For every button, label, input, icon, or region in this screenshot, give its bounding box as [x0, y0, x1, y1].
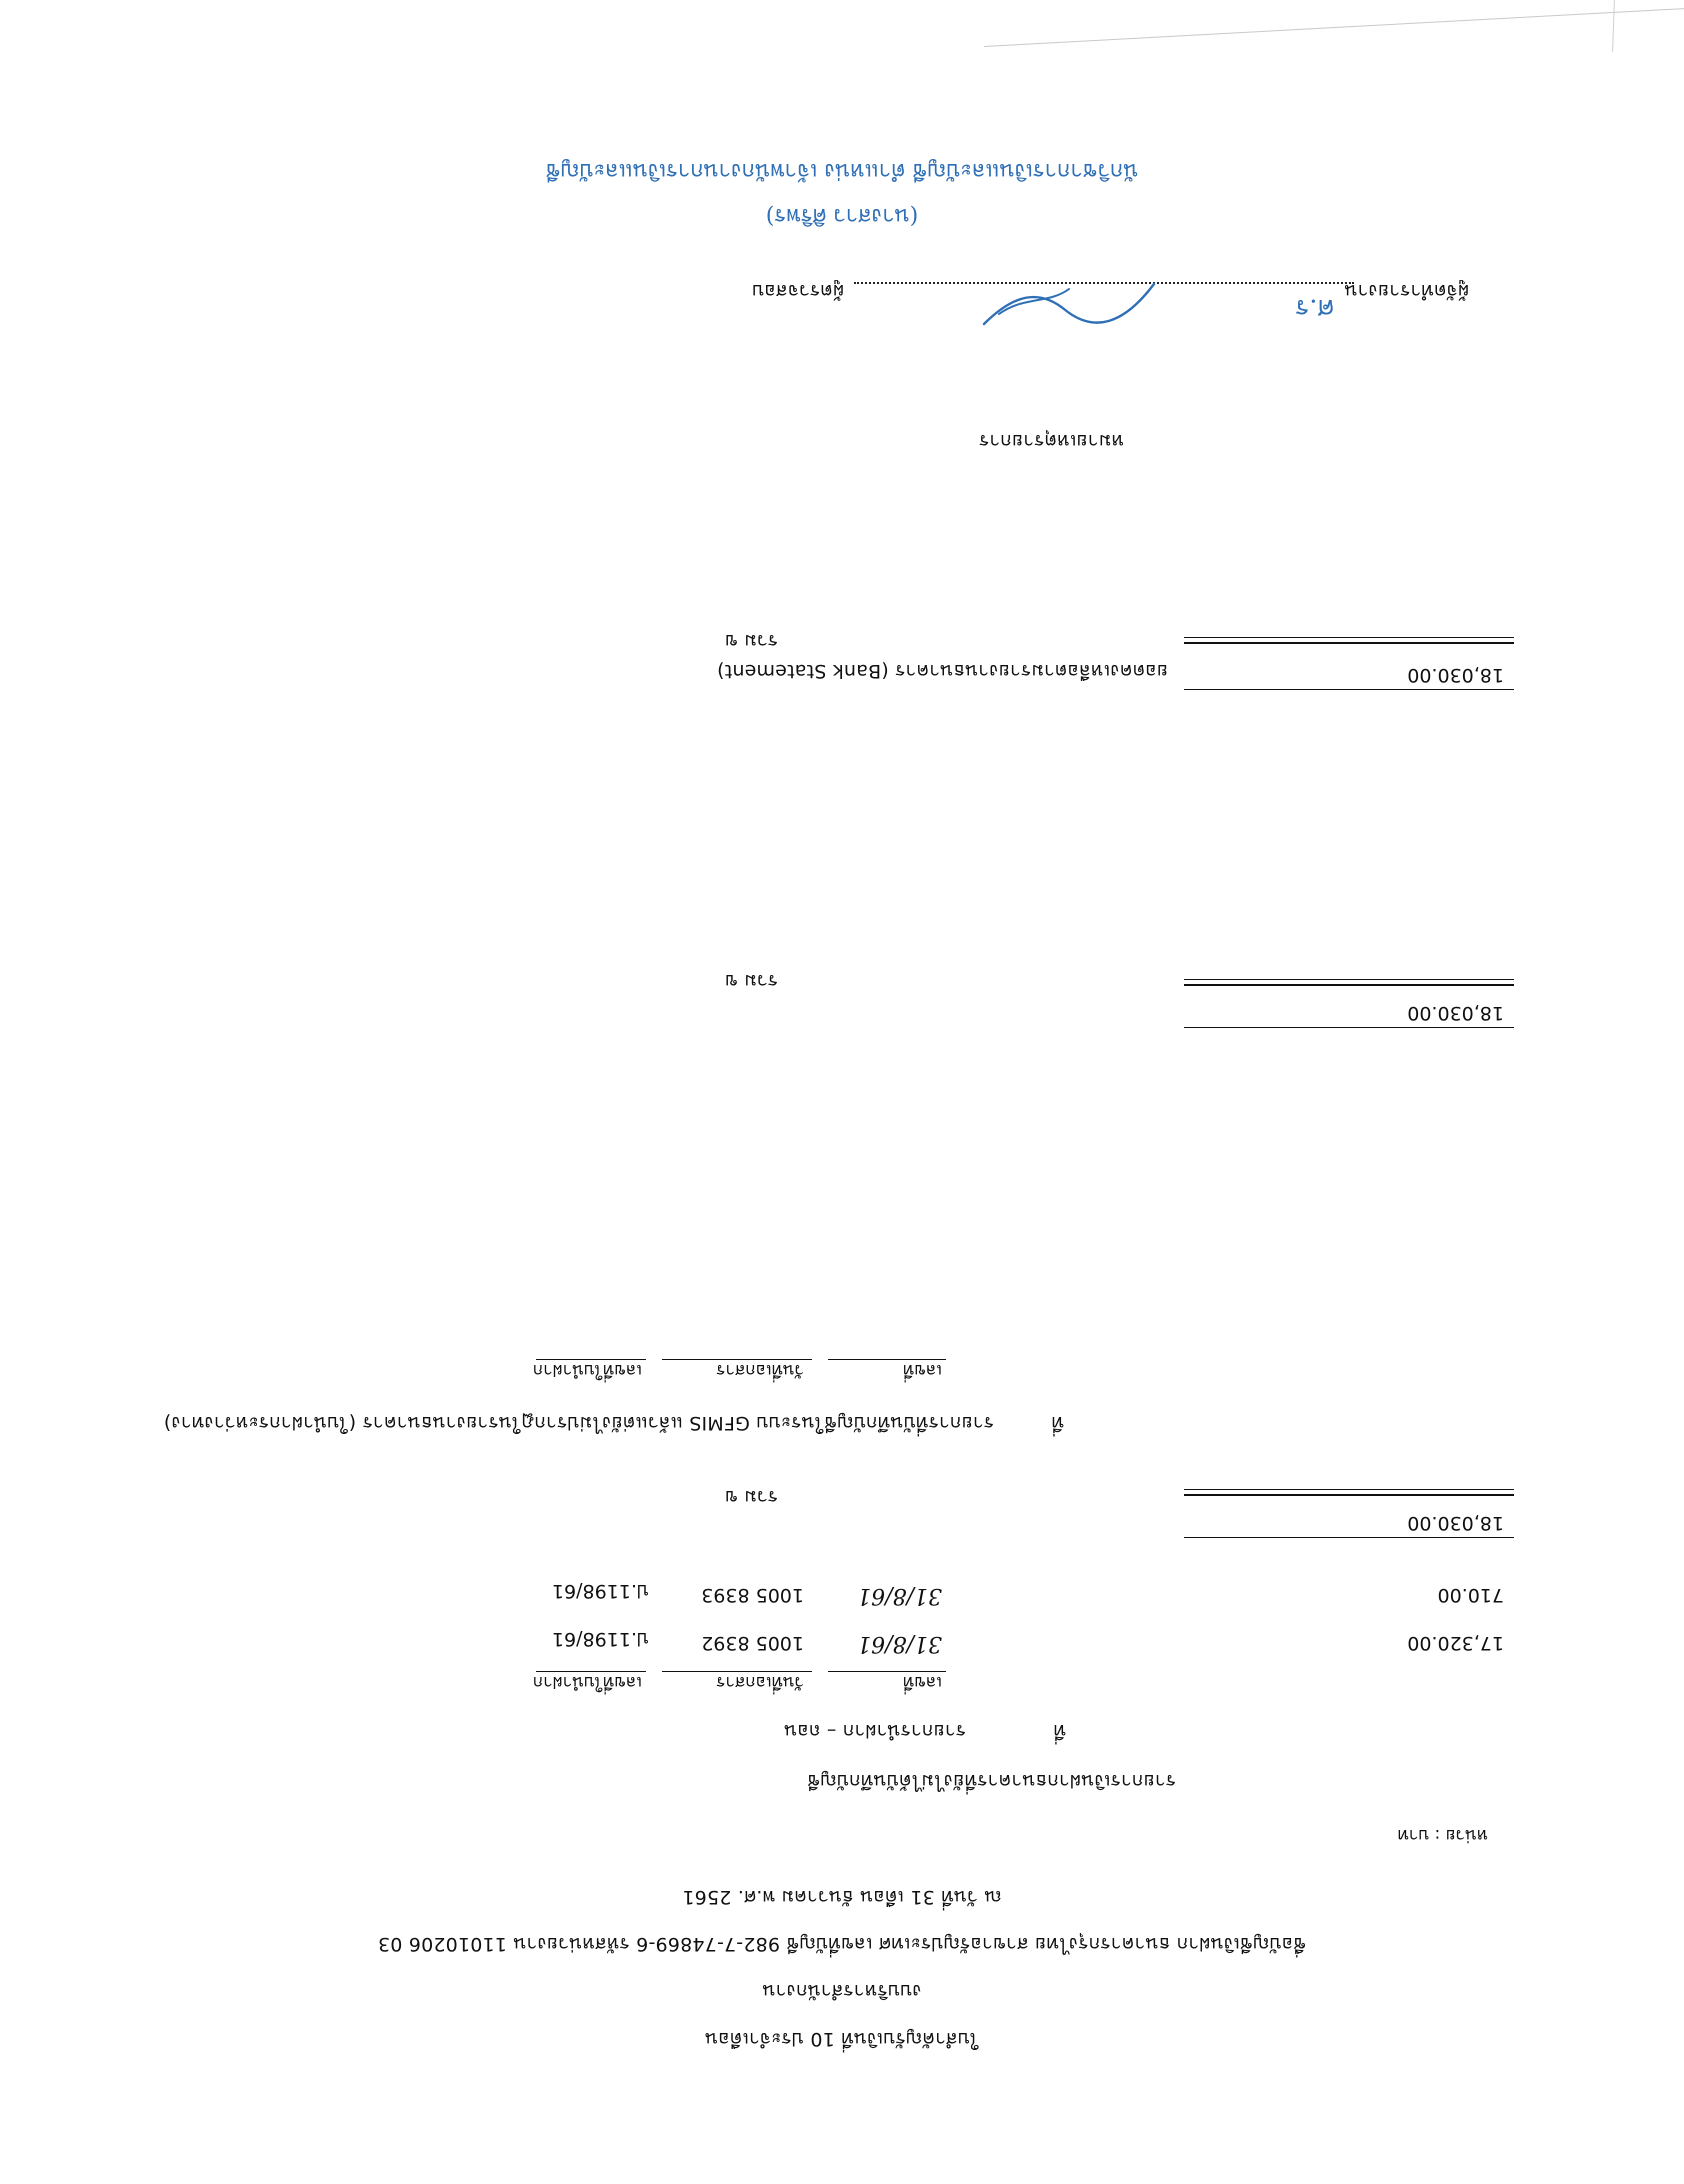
table2-col-doc-no: เลขที่ — [902, 1360, 942, 1380]
table1-row2-date: 31/8/61 — [857, 1583, 942, 1608]
signature-name-line: (นางสาว ศิริพร) — [765, 203, 919, 228]
section3-title: ยอดคงเหลือตามรายงานธนาคาร (Bank Statement) — [716, 660, 1168, 682]
table2-col-ref: เลขที่ใบนำฝาก — [532, 1360, 642, 1380]
doc-header-line3: ชื่อบัญชีเงินฝาก ธนาคารกรุงไทย สาขาอรัญประเทศ เลขที่บัญชี 982-7-74869-6 รหัสหน่วยงาน 11010206 03 — [377, 1933, 1307, 1955]
table1-total-label: รวม ข — [724, 1486, 778, 1508]
table2-total-rule-bottom — [1184, 984, 1514, 986]
table1-header-rule-2 — [662, 1671, 812, 1672]
table1-total-rule-bottom2 — [1184, 1489, 1514, 1490]
notes-label: หมายเหตุรายการ — [978, 430, 1124, 452]
table1-total-value: 18,030.00 — [1407, 1512, 1504, 1534]
table1-row2-ref: ป.1198/61 — [551, 1580, 649, 1602]
table2-header-rule-2 — [662, 1359, 812, 1360]
table1-header-rule-1 — [828, 1671, 946, 1672]
table1-row1-ref: ป.1198/61 — [551, 1628, 649, 1650]
table2-total-rule-top — [1184, 1027, 1514, 1028]
table2-col-date: วันที่เอกสาร — [716, 1360, 804, 1380]
section2-title: รายการที่บันทึกบัญชีในระบบ GFMIS แล้วแต่ยังไม่ปรากฏในรายงานธนาคาร (ใบนำฝากระหว่างทาง) — [163, 1412, 994, 1434]
table1-row1-doc-no: 1005 8392 — [701, 1632, 804, 1654]
table1-total-rule-top — [1184, 1537, 1514, 1538]
signature-right-label: ผู้ตรวจสอบ — [751, 280, 844, 302]
table1-header-rule-3 — [536, 1671, 646, 1672]
table2-header-rule-1 — [828, 1359, 946, 1360]
signature-left-label: ผู้จัดทำรายงาน — [1344, 280, 1469, 302]
signature-stroke — [944, 264, 1164, 344]
section1-no-label: ที่ — [1053, 1720, 1066, 1742]
table3-total-rule-bottom2 — [1184, 637, 1514, 638]
table3-total-rule-bottom — [1184, 642, 1514, 644]
table1-col-ref: เลขที่ใบนำฝาก — [532, 1672, 642, 1692]
table1-row2-doc-no: 1005 8393 — [701, 1584, 804, 1606]
table3-total-rule-top — [1184, 689, 1514, 690]
section2-no-label: ที่ — [1051, 1412, 1064, 1434]
signature-position-line: นักวิชาการเงินและบัญชี ตำแหน่ง เจ้าพนักงานการเงินและบัญชี — [545, 158, 1139, 183]
table1-col-date: วันที่เอกสาร — [716, 1672, 804, 1692]
doc-header-line2: งบบริหารสำนักงาน — [762, 1980, 922, 2002]
signature-ink-mark: ศ.ร — [1295, 293, 1334, 323]
section1-title: รายการเงินฝากธนาคารที่ยังไม่ได้บันทึกบัญชี — [807, 1770, 1176, 1792]
table3-total-value: 18,030.00 — [1407, 664, 1504, 686]
table2-total-value: 18,030.00 — [1407, 1002, 1504, 1024]
doc-header-line1: ใบสำคัญรับเงินที่ 10 ประจำเดือน — [704, 2028, 980, 2050]
table1-row1-amount: 17,320.00 — [1407, 1632, 1504, 1654]
table1-row2-amount: 710.00 — [1437, 1584, 1504, 1606]
doc-header-date: ณ วันที่ 31 เดือน ธันวาคม พ.ศ. 2561 — [682, 1886, 1002, 1908]
table2-header-rule-3 — [536, 1359, 646, 1360]
table2-total-label: รวม ข — [724, 970, 778, 992]
table1-row1-date: 31/8/61 — [857, 1631, 942, 1656]
section1-subtitle: รายการนำฝาก – ถอน — [783, 1720, 966, 1742]
table1-total-rule-bottom — [1184, 1494, 1514, 1496]
table3-total-label: รวม ข — [724, 630, 778, 652]
unit-label: หน่วย : บาท — [1397, 1825, 1488, 1845]
table1-col-doc-no: เลขที่ — [902, 1672, 942, 1692]
table2-total-rule-bottom2 — [1184, 979, 1514, 980]
